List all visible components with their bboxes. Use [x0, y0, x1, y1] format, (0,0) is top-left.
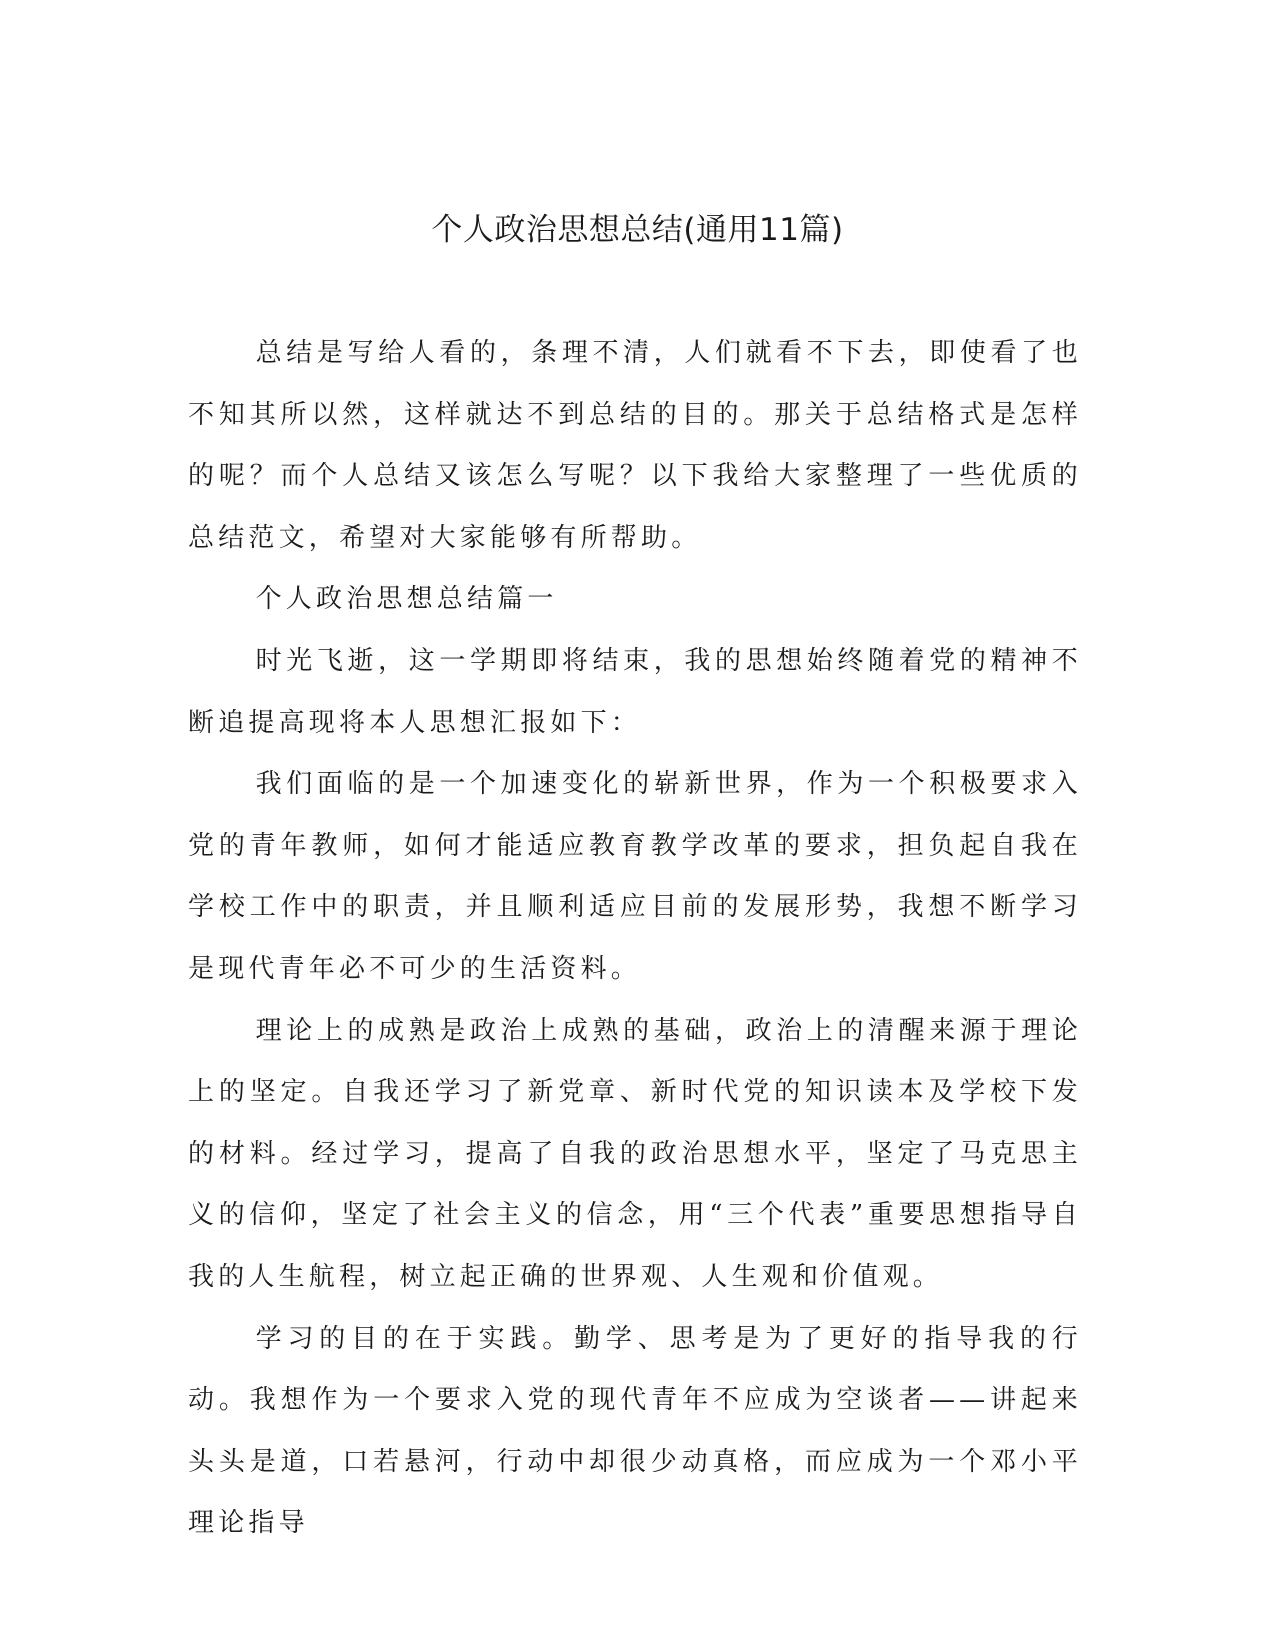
paragraph: 学习的目的在于实践。勤学、思考是为了更好的指导我的行动。我想作为一个要求入党的现代青年不应成为空谈者——讲起来头头是道，口若悬河，行动中却很少动真格，而应成为一个邓小平理论指导 — [188, 1323, 1082, 1539]
document-body — [188, 323, 1082, 1555]
paragraph: 理论上的成熟是政治上成熟的基础，政治上的清醒来源于理论上的坚定。自我还学习了新党章、新时代党的知识读本及学校下发的材料。经过学习，提高了自我的政治思想水平，坚定了马克思主义的信仰，坚定了社会主义的信念，用“三个代表”重要思想指导自我的人生航程，树立起正确的世界观、人生观和价值观。 — [188, 1015, 1082, 1292]
section-heading: 个人政治思想总结篇一 — [255, 584, 558, 615]
paragraph: 时光飞逝，这一学期即将结束，我的思想始终随着党的精神不断追提高现将本人思想汇报如下： — [188, 645, 1082, 738]
document-title: 个人政治思想总结(通用11篇) — [431, 212, 844, 248]
paragraph: 我们面临的是一个加速变化的崭新世界，作为一个积极要求入党的青年教师，如何才能适应教育教学改革的要求，担负起自我在学校工作中的职责，并且顺利适应目前的发展形势，我想不断学习是现代青年必不可少的生活资料。 — [188, 769, 1082, 984]
paragraph-intro: 总结是写给人看的，条理不清，人们就看不下去，即使看了也不知其所以然，这样就达不到总结的目的。那关于总结格式是怎样的呢？而个人总结又该怎么写呢？以下我给大家整理了一些优质的总结范文，希望对大家能够有所帮助。 — [188, 338, 1082, 553]
